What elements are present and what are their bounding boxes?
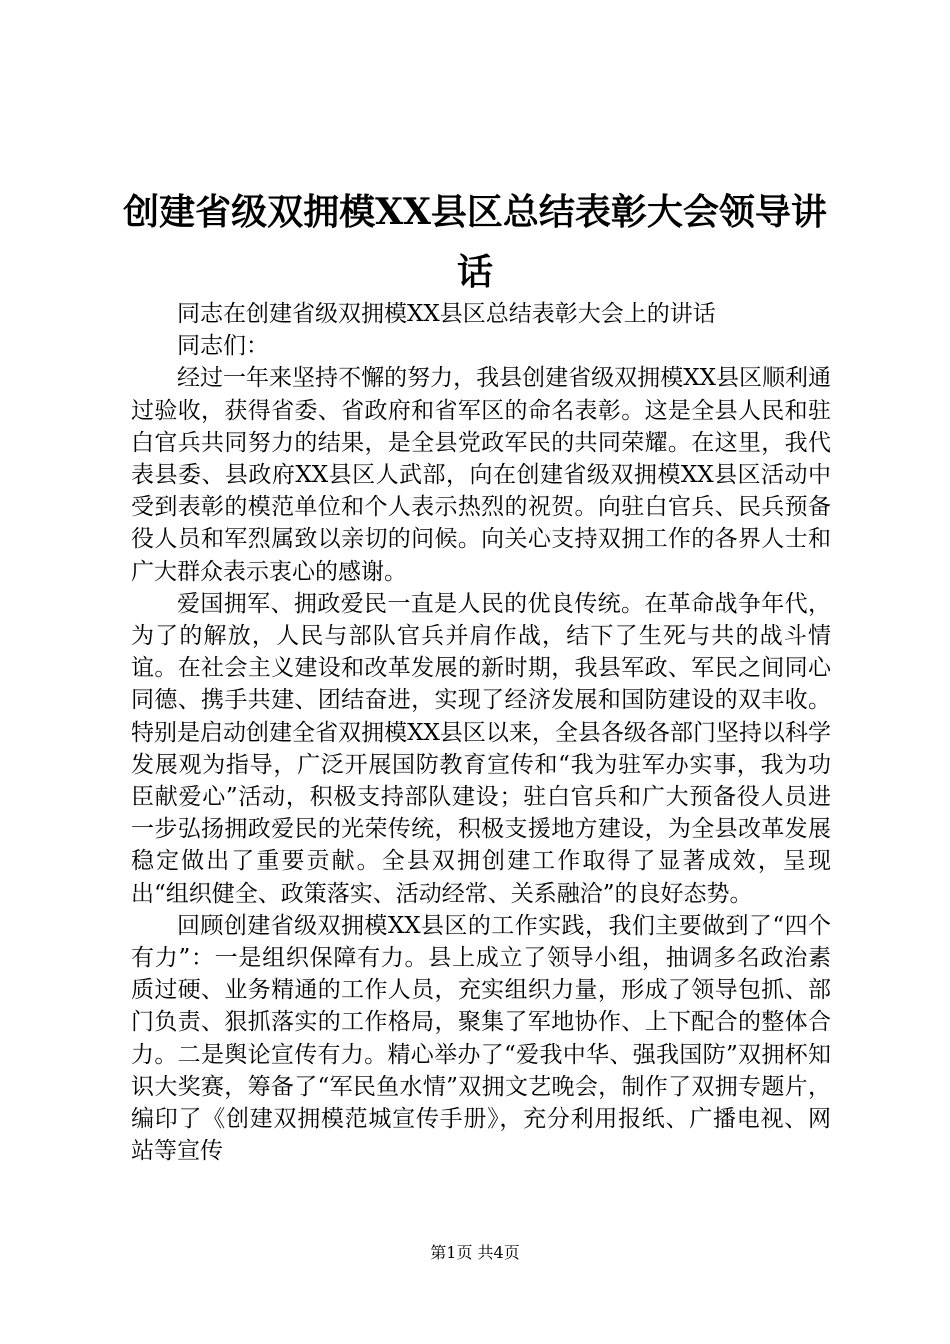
salutation: 同志们： xyxy=(177,333,269,360)
document-title: 创建省级双拥模XX县区总结表彰大会领导讲话 xyxy=(123,191,827,293)
speech-heading: 同志在创建省级双拥模XX县区总结表彰大会上的讲话 xyxy=(177,301,716,327)
body-paragraph-3: 回顾创建省级双拥模XX县区的工作实践，我们主要做到了“四个有力”：一是组织保障有力。县上成立了领导小组，抽调多名政治素质过硬、业务精通的工作人员，充实组织力量，形成了领导包抓、部门负责、狠抓落实的工作格局，聚集了军地协作、上下配合的整体合力。二是舆论宣传有力。精心举办了“爱我中华、强我国防”双拥杯知识大奖赛，筹备了“军民鱼水情”双拥文艺晚会，制作了双拥专题片，编印了《创建双拥模范城宣传手册》，充分利用报纸、广播电视、网站等宣传 xyxy=(131,912,831,1165)
page-footer: 第1页 共4页 xyxy=(430,1243,520,1262)
body-paragraph-2: 爱国拥军、拥政爱民一直是人民的优良传统。在革命战争年代，为了的解放，人民与部队官兵并肩作战，结下了生死与共的战斗情谊。在社会主义建设和改革发展的新时期，我县军政、军民之间同心同德、携手共建、团结奋进，实现了经济发展和国防建设的双丰收。特别是启动创建全省双拥模XX县区以来，全县各级各部门坚持以科学发展观为指导，广泛开展国防教育宣传和“我为驻军办实事，我为功臣献爱心”活动，积极支持部队建设；驻白官兵和广大预备役人员进一步弘扬拥政爱民的光荣传统，积极支援地方建设，为全县改革发展稳定做出了重要贡献。全县双拥创建工作取得了显著成效，呈现出“组织健全、政策落实、活动经常、关系融洽”的良好态势。 xyxy=(131,590,831,907)
body-paragraph-1: 经过一年来坚持不懈的努力，我县创建省级双拥模XX县区顺利通过验收，获得省委、省政府和省军区的命名表彰。这是全县人民和驻白官兵共同努力的结果，是全县党政军民的共同荣耀。在这里，我代表县委、县政府XX县区人武部，向在创建省级双拥模XX县区活动中受到表彰的模范单位和个人表示热烈的祝贺。向驻白官兵、民兵预备役人员和军烈属致以亲切的问候。向关心支持双拥工作的各界人士和广大群众表示衷心的感谢。 xyxy=(131,365,831,585)
document-body xyxy=(131,298,831,1167)
